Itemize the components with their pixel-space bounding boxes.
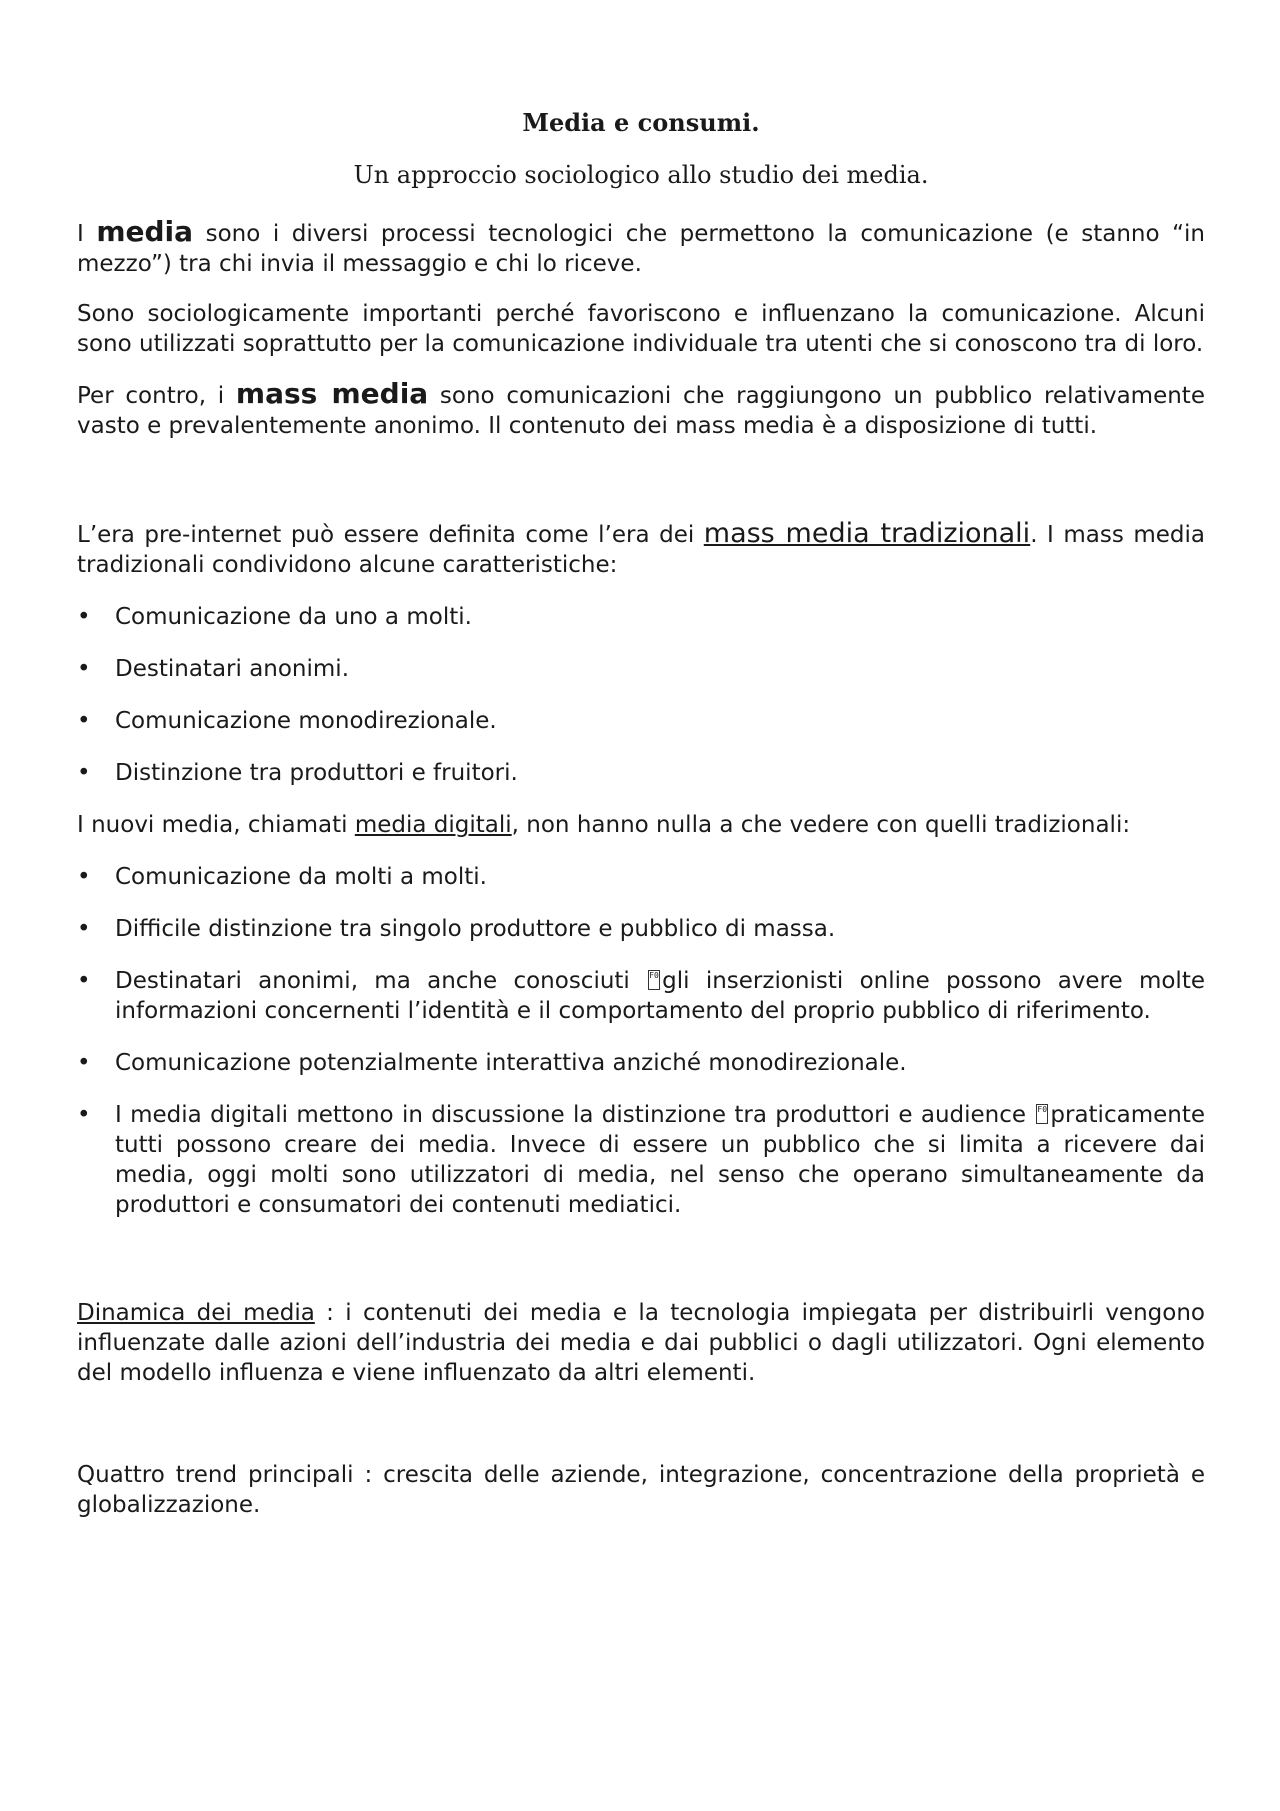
list-item-text: Difficile distinzione tra singolo produttore e pubblico di massa. [115, 916, 836, 942]
paragraph-media-dynamics [77, 1298, 1205, 1388]
list-item [77, 914, 1205, 944]
document-subtitle: Un approccio sociologico allo studio dei media. [353, 161, 929, 189]
paragraph-sociological-importance: Sono sociologicamente importanti perché favoriscono e influenzano la comunicazione. Alcuni sono utilizzati soprattutto per la comunicazione individuale tra utenti che si conoscono tra di loro. [77, 301, 1205, 357]
p4-start: L’era pre-internet può essere definita come l’era dei [77, 522, 704, 548]
p5-rest: , non hanno nulla a che vedere con quelli tradizionali: [511, 812, 1131, 838]
paragraph-pre-internet [77, 519, 1205, 580]
bullet-dot: • [77, 916, 91, 942]
p3-start: Per contro, i [77, 383, 236, 409]
list-item-text: Distinzione tra produttori e fruitori. [115, 760, 518, 786]
list-item-text-rest: praticamente tutti possono creare dei media. Invece di essere un pubblico che si limita a ricevere dai media, oggi molti sono utilizzatori di media, nel senso che operano simultaneamente da produttori e consumatori dei contenuti mediatici. [115, 1102, 1205, 1218]
document-title: Media e consumi. [522, 108, 760, 137]
p1-start: I [77, 221, 97, 247]
list-item-text: Comunicazione potenzialmente interattiva anziché monodirezionale. [115, 1050, 907, 1076]
term-media: media [96, 215, 194, 248]
bullet-dot: • [77, 708, 91, 734]
bullet-dot: • [77, 864, 91, 890]
bullet-dot: • [77, 1102, 91, 1128]
bullet-dot: • [77, 604, 91, 630]
missing-glyph-icon: F0 [648, 970, 660, 990]
list-item [77, 1048, 1205, 1078]
list-digital-features [77, 862, 1205, 1220]
list-item [77, 654, 1205, 684]
paragraph-mass-media [77, 379, 1205, 441]
bullet-dot: • [77, 968, 91, 994]
term-mass-media: mass media [235, 377, 429, 410]
paragraph-digital-media [77, 810, 1205, 840]
bullet-dot: • [77, 760, 91, 786]
p3-rest: sono comunicazioni che raggiungono un pubblico relativamente vasto e prevalentemente anonimo. Il contenuto dei mass media è a disposizione di tutti. [77, 383, 1205, 439]
list-item [77, 758, 1205, 788]
p1-rest: sono i diversi processi tecnologici che permettono la comunicazione (e stanno “in mezzo”) tra chi invia il messaggio e chi lo riceve. [77, 221, 1205, 277]
list-item [77, 1100, 1205, 1220]
paragraph-media-definition [77, 217, 1205, 279]
term-media-dynamics: Dinamica dei media [77, 1300, 315, 1326]
p6-rest: : i contenuti dei media e la tecnologia impiegata per distribuirli vengono influenzate dalle azioni dell’industria dei media e dai pubblici o dagli utilizzatori. Ogni elemento del modello influenza e viene influenzato da altri elementi. [77, 1300, 1205, 1386]
list-item [77, 602, 1205, 632]
missing-glyph-icon: F0 [1036, 1104, 1048, 1124]
list-traditional-features [77, 602, 1205, 788]
paragraph-main-trends: Quattro trend principali : crescita delle aziende, integrazione, concentrazione della proprietà e globalizzazione. [77, 1462, 1205, 1518]
list-item-text: Comunicazione da molti a molti. [115, 864, 487, 890]
term-traditional-mass-media: mass media tradizionali [703, 518, 1031, 549]
document-page [77, 108, 1205, 1520]
list-item-text: Comunicazione da uno a molti. [115, 604, 472, 630]
list-item-text: Comunicazione monodirezionale. [115, 708, 497, 734]
list-item-text: Destinatari anonimi. [115, 656, 350, 682]
bullet-dot: • [77, 1050, 91, 1076]
list-item-text-start: I media digitali mettono in discussione la distinzione tra produttori e audience [115, 1102, 1035, 1128]
list-item [77, 966, 1205, 1026]
term-digital-media: media digitali [354, 812, 512, 838]
list-item [77, 706, 1205, 736]
bullet-dot: • [77, 656, 91, 682]
list-item-text-start: Destinatari anonimi, ma anche conosciuti [115, 968, 647, 994]
list-item-text-rest: gli inserzionisti online possono avere molte informazioni concernenti l’identità e il comportamento del proprio pubblico di riferimento. [115, 968, 1205, 1024]
p5-start: I nuovi media, chiamati [77, 812, 355, 838]
list-item [77, 862, 1205, 892]
p4-rest: . I mass media tradizionali condividono alcune caratteristiche: [77, 522, 1205, 578]
